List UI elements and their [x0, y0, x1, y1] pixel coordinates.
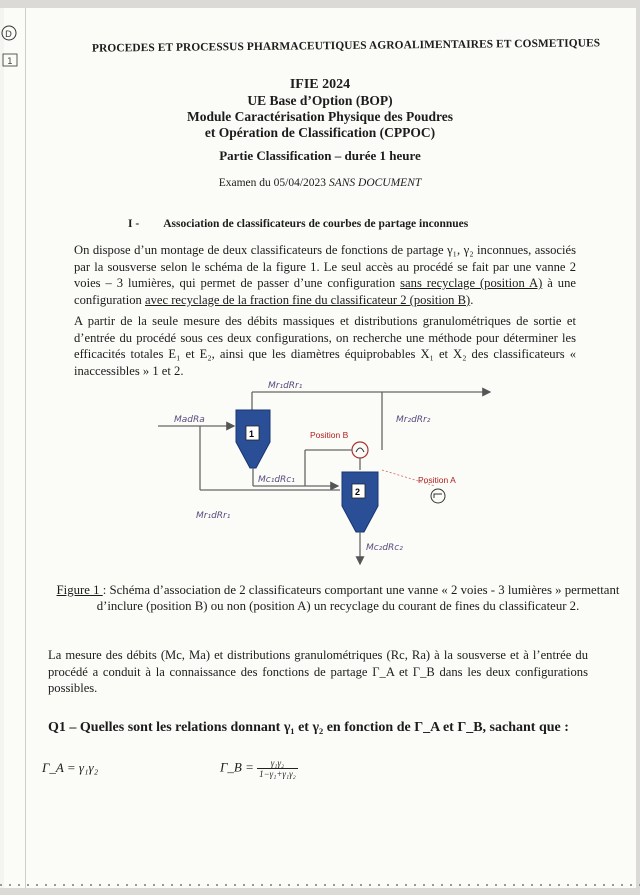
- valve-position-a: [431, 489, 445, 503]
- classifier-2-label: 2: [355, 487, 361, 497]
- paragraph-3: La mesure des débits (Mc, Ma) et distributions granulométriques (Rc, Ra) à la sousverse et à l’entrée du procédé a conduit à la connaissance des fonctions de partage Γ_A et Γ_B dans les deux configurations possibles.: [48, 648, 588, 696]
- equation-gamma-b-numerator: γ₁γ₂: [257, 758, 298, 769]
- figure-caption-label: Figure 1: [56, 583, 103, 597]
- stream-label-top: Mr₁dRr₁: [268, 381, 303, 391]
- valve-a-glyph: [434, 494, 442, 498]
- stream-label-low: Mr₁dRr₁: [196, 511, 231, 521]
- paragraph-1-text-c: à une configuration: [74, 276, 576, 307]
- stream-label-bottom: Mc₂dRc₂: [366, 543, 403, 553]
- position-a-label: Position A: [418, 475, 456, 485]
- exam-title: IFIE 2024: [289, 77, 351, 92]
- margin-mark-second: 1: [7, 57, 13, 67]
- equation-gamma-b-lhs: Γ_B =: [220, 759, 254, 775]
- paragraph-1-text-e: .: [470, 292, 474, 307]
- stream-label-right: Mr₂dRr₂: [396, 415, 431, 425]
- part-title: Partie Classification – durée 1 heure: [219, 148, 421, 163]
- paragraph-2: A partir de la seule mesure des débits massiques et distributions granulométriques de sortie et d’entrée du procédé sous ces deux configurations, on recherche une méthode pour déterminer les efficacités totales E₁ et E₂, ainsi que les diamètres équiprobables X₁ et X₂ des classificateurs « inaccessibles » 1 et 2.: [74, 314, 576, 378]
- margin-mark-top: D: [5, 30, 12, 40]
- institution-line: PROCEDES ET PROCESSUS PHARMACEUTIQUES AGROALIMENTAIRES ET COSMETIQUES: [91, 37, 601, 55]
- question-1: Q1 – Quelles sont les relations donnant γ₁ et γ₂ en fonction de Γ_A et Γ_B, sachant que :: [48, 720, 569, 735]
- paragraph-1-underline-a: sans recyclage (position A): [400, 276, 543, 291]
- classifier-1-label: 1: [249, 429, 255, 439]
- position-b-label: Position B: [310, 430, 349, 440]
- equation-gamma-b-fraction: [257, 758, 298, 779]
- margin-annotations: [0, 24, 30, 84]
- valve-b-glyph: [356, 448, 364, 452]
- exam-date: [0, 177, 640, 189]
- section-number: I -: [128, 218, 140, 230]
- valve-position-b: [352, 442, 368, 458]
- exam-doc-policy: SANS DOCUMENT: [328, 177, 422, 189]
- section-heading: [128, 218, 468, 230]
- module-line-1: Module Caractérisation Physique des Poudres: [187, 109, 453, 124]
- figure-caption-text: : Schéma d’association de 2 classificateurs comportant une vanne « 2 voies - 3 lumières » permettant d’inclure (position B) ou non (position A) un recyclage du courant de fines du classificateur 2.: [96, 583, 620, 613]
- equation-gamma-b-denominator: 1−γ₁+γ₁γ₂: [259, 769, 296, 779]
- exam-date-prefix: Examen du 05/04/2023: [218, 177, 329, 189]
- equation-gamma-a: Γ_A = γ₁γ₂: [42, 760, 99, 775]
- stream-label-mid: Mc₁dRc₁: [258, 475, 295, 485]
- classifier-2: [342, 472, 378, 532]
- stream-label-feed: MadRa: [174, 415, 205, 425]
- paragraph-1: [74, 242, 576, 308]
- module-line-2: et Opération de Classification (CPPOC): [204, 125, 436, 140]
- bottom-dotted-edge: [0, 884, 640, 886]
- section-title: Association de classificateurs de courbes de partage inconnues: [163, 218, 469, 230]
- paragraph-1-underline-b: avec recyclage de la fraction fine du classificateur 2 (position B): [145, 292, 471, 307]
- ue-line: UE Base d’Option (BOP): [247, 93, 393, 108]
- equation-gamma-b: [220, 758, 298, 779]
- figure-caption: [48, 582, 628, 614]
- figure-1-diagram: [150, 378, 510, 578]
- paragraph-1-text-a: On dispose d’un montage de deux classificateurs de fonctions de partage γ₁, γ₂ inconnues, associés par la sousverse selon le schéma de la figure 1. Le seul accès au procédé se fait par une vanne 2 voies – 3 lumières, qui permet de passer d’une configuration: [74, 243, 576, 291]
